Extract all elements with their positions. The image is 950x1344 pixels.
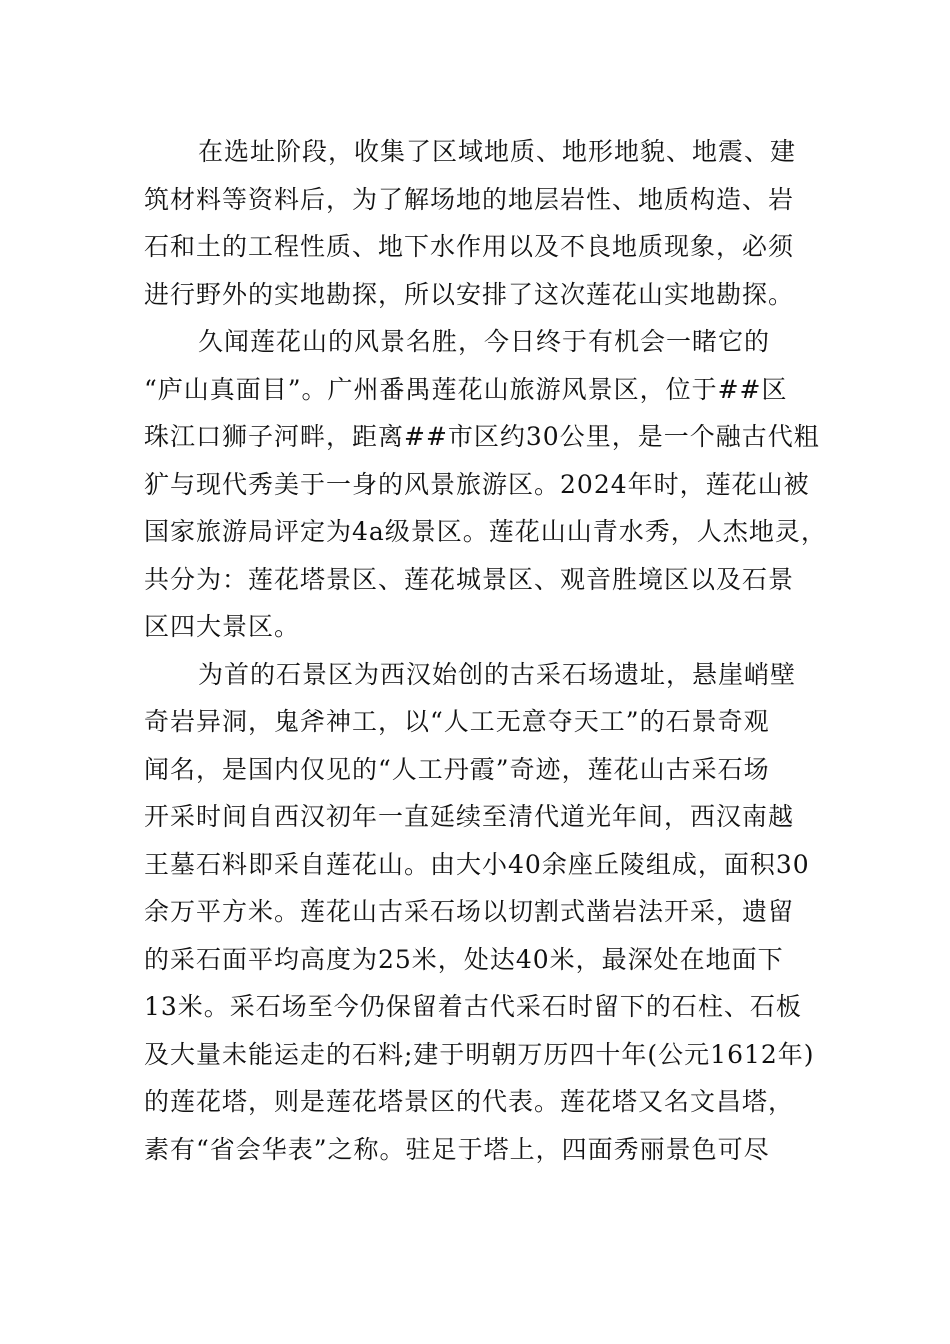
text-line: 共分为：莲花塔景区、莲花城景区、观音胜境区以及石景: [144, 564, 795, 594]
text-line: 久闻莲花山的风景名胜，今日终于有机会一睹它的: [198, 327, 771, 356]
text-line: 的采石面平均高度为25米，处达40米，最深处在地面下: [144, 944, 784, 974]
text-line: 素有“省会华表”之称。驻足于塔上，四面秀丽景色可尽: [144, 1134, 770, 1164]
paragraph-scenic-area-intro: [144, 318, 827, 651]
text-line: 王墓石料即采自莲花山。由大小40余座丘陵组成，面积30: [144, 849, 810, 879]
text-line: 奇岩异洞，鬼斧神工，以“人工无意夺天工”的石景奇观: [144, 707, 770, 736]
text-line: 筑材料等资料后，为了解场地的地层岩性、地质构造、岩: [144, 184, 795, 214]
text-line: 进行野外的实地勘探，所以安排了这次莲花山实地勘探。: [144, 279, 795, 309]
text-line: 在选址阶段，收集了区域地质、地形地貌、地震、建: [198, 137, 797, 166]
text-line: 开采时间自西汉初年一直延续至清代道光年间，西汉南越: [144, 802, 795, 831]
text-line: 犷与现代秀美于一身的风景旅游区。2024年时，莲花山被: [144, 469, 810, 499]
text-line: 及大量未能运走的石料;建于明朝万历四十年(公元1612年): [144, 1039, 815, 1069]
text-line: 珠江口狮子河畔，距离##市区约30公里，是一个融古代粗: [144, 422, 820, 451]
text-line: 闻名，是国内仅见的“人工丹霞”奇迹，莲花山古采石场: [144, 754, 770, 784]
text-line: 13米。采石场至今仍保留着古代采石时留下的石柱、石板: [144, 992, 802, 1021]
text-line: 为首的石景区为西汉始创的古采石场遗址，悬崖峭壁: [198, 659, 797, 689]
text-line: “庐山真面目”。广州番禺莲花山旅游风景区，位于##区: [144, 374, 788, 404]
text-line: 区四大景区。: [144, 612, 301, 641]
text-line: 余万平方米。莲花山古采石场以切割式凿岩法开采，遗留: [144, 897, 795, 926]
text-line: 国家旅游局评定为4a级景区。莲花山山青水秀，人杰地灵，: [144, 517, 827, 546]
paragraph-stone-quarry: [144, 651, 815, 1174]
paragraph-site-selection: [144, 128, 808, 318]
text-line: 的莲花塔，则是莲花塔景区的代表。莲花塔又名文昌塔，: [144, 1087, 795, 1116]
text-line: 石和土的工程性质、地下水作用以及不良地质现象，必须: [144, 232, 795, 261]
body-text: [144, 128, 827, 1173]
